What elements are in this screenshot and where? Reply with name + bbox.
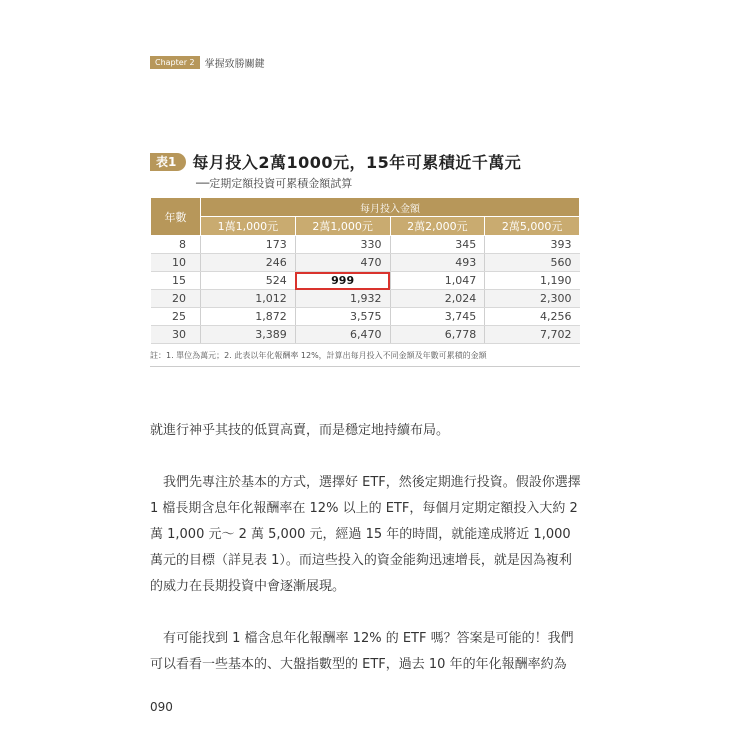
amount-header: 2萬1,000元 xyxy=(295,217,390,236)
value-cell: 1,190 xyxy=(485,272,580,290)
value-cell: 3,745 xyxy=(390,308,485,326)
table-row xyxy=(151,290,580,308)
highlighted-value-cell: 999 xyxy=(295,272,390,290)
value-cell: 3,575 xyxy=(295,308,390,326)
value-cell: 2,300 xyxy=(485,290,580,308)
amount-header: 2萬2,000元 xyxy=(390,217,485,236)
amount-header: 1萬1,000元 xyxy=(201,217,296,236)
table-title: 每月投入2萬1000元，15年可累積近千萬元 xyxy=(192,153,522,172)
value-cell: 7,702 xyxy=(485,326,580,344)
table-block xyxy=(150,150,580,367)
table-row xyxy=(151,326,580,344)
paragraph: 我們先專注於基本的方式，選擇好 ETF，然後定期進行投資。假設你選擇 1 檔長期含息年化報酬率在 12% 以上的 ETF，每個月定期定額投入大約 2 萬 1,000 元～ 2 萬 5,000 元，經過 15 年的時間，就能達成將近 1,000 萬元的目標（詳見表 1）。而這些投入的資金能夠迅速增長，就是因為複利的威力在長期投資中會逐漸展現。 xyxy=(150,475,581,594)
running-header xyxy=(150,55,265,69)
year-cell: 10 xyxy=(151,254,201,272)
value-cell: 493 xyxy=(390,254,485,272)
year-cell: 15 xyxy=(151,272,201,290)
value-cell: 1,047 xyxy=(390,272,485,290)
value-cell: 524 xyxy=(201,272,296,290)
value-cell: 1,872 xyxy=(201,308,296,326)
value-cell: 6,778 xyxy=(390,326,485,344)
year-cell: 30 xyxy=(151,326,201,344)
monthly-amount-group-header: 每月投入金額 xyxy=(201,198,580,217)
value-cell: 470 xyxy=(295,254,390,272)
table-row xyxy=(151,236,580,254)
chapter-title: 掌握致勝關鍵 xyxy=(204,58,265,70)
value-cell: 6,470 xyxy=(295,326,390,344)
year-cell: 25 xyxy=(151,308,201,326)
paragraph: 有可能找到 1 檔含息年化報酬率 12% 的 ETF 嗎？答案是可能的！我們可以看看一些基本的、大盤指數型的 ETF，過去 10 年的年化報酬率約為 xyxy=(150,631,574,672)
value-cell: 173 xyxy=(201,236,296,254)
value-cell: 1,012 xyxy=(201,290,296,308)
amount-header: 2萬5,000元 xyxy=(485,217,580,236)
value-cell: 560 xyxy=(485,254,580,272)
paragraph: 就進行神乎其技的低買高賣，而是穩定地持續布局。 xyxy=(150,423,450,438)
table-row xyxy=(151,308,580,326)
value-cell: 1,932 xyxy=(295,290,390,308)
year-cell: 20 xyxy=(151,290,201,308)
value-cell: 4,256 xyxy=(485,308,580,326)
table-subtitle: ──定期定額投資可累積金額試算 xyxy=(196,177,353,190)
table-subheader-row xyxy=(151,217,580,236)
value-cell: 3,389 xyxy=(201,326,296,344)
table-title-row xyxy=(150,150,580,173)
chapter-tag: Chapter 2 xyxy=(150,56,200,69)
table-row xyxy=(151,254,580,272)
year-cell: 8 xyxy=(151,236,201,254)
value-cell: 393 xyxy=(485,236,580,254)
table-header-row xyxy=(151,198,580,217)
page-number: 090 xyxy=(150,700,173,714)
investment-table xyxy=(150,197,580,344)
table-note: 註：1. 單位為萬元；2. 此表以年化報酬率 12%，計算出每月投入不同金額及年數可累積的金額 xyxy=(150,350,580,367)
year-column-header: 年數 xyxy=(151,198,201,236)
table-label: 表1 xyxy=(150,153,186,171)
value-cell: 2,024 xyxy=(390,290,485,308)
value-cell: 330 xyxy=(295,236,390,254)
value-cell: 345 xyxy=(390,236,485,254)
value-cell: 246 xyxy=(201,254,296,272)
body-text xyxy=(150,418,582,704)
table-row xyxy=(151,272,580,290)
